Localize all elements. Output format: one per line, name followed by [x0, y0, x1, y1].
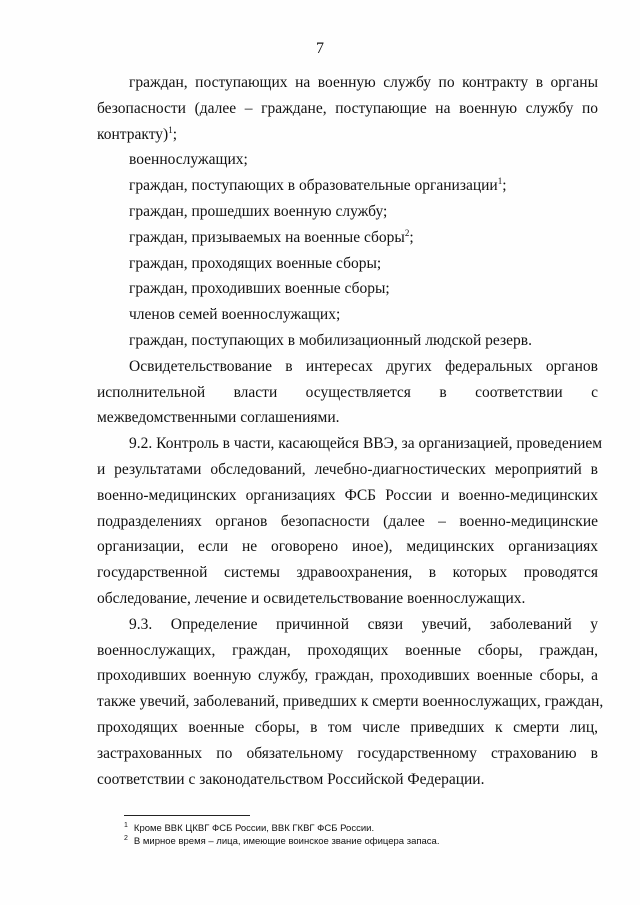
line-text: безопасности (далее – граждане, поступающие на военную службу по: [97, 99, 598, 117]
text-line: [97, 328, 598, 354]
footnote: [124, 822, 544, 835]
line-text: проходивших военную службу, граждан, проходивших военные сборы, а: [97, 667, 598, 685]
line-text: граждан, поступающих в образовательные организации: [129, 177, 498, 195]
text-line: [97, 173, 598, 199]
text-line: [97, 715, 598, 741]
line-text: проходящих военные сборы, в том числе приведших к смерти лиц,: [97, 718, 598, 736]
text-line: [97, 96, 598, 122]
line-text: контракту): [97, 125, 169, 143]
text-line: [97, 483, 598, 509]
line-text: военно-медицинских организациях ФСБ России и военно-медицинских: [97, 486, 598, 504]
line-text: Освидетельствование в интересах других федеральных органов: [129, 357, 598, 375]
text-line: [97, 689, 604, 715]
footnote-ref: 1: [168, 124, 173, 135]
line-text: граждан, прошедших военную службу;: [129, 202, 388, 220]
text-line: [97, 70, 598, 96]
line-text: граждан, поступающих на военную службу по контракту в органы: [129, 74, 598, 91]
text-line: [97, 663, 598, 689]
text-line: [97, 534, 598, 560]
text-line: [97, 509, 598, 535]
line-text: государственной системы здравоохранения, в которых проводятся: [97, 564, 598, 582]
line-text: граждан, проходящих военные сборы;: [129, 254, 382, 272]
page-number: 7: [316, 40, 324, 57]
footnote-mark: 1: [124, 822, 128, 829]
line-text: организации, если не оговорено иное), медицинских организациях: [97, 538, 598, 556]
footnote-text: В мирное время – лица, имеющие воинское звание офицера запаса.: [133, 836, 440, 847]
text-line: [97, 767, 598, 793]
text-line: [97, 251, 598, 277]
text-line: [97, 276, 598, 302]
text-line: [97, 586, 598, 612]
footnote: [124, 835, 544, 848]
line-tail: ;: [172, 125, 178, 143]
text-line: [97, 560, 598, 586]
text-line: [97, 612, 598, 638]
footnote-separator: [124, 815, 250, 816]
line-text: исполнительной власти осуществляется в соответствии с: [97, 383, 598, 401]
text-line: [97, 431, 603, 457]
line-text: застрахованных по обязательному государственному страхованию в: [97, 744, 598, 762]
line-tail: ;: [502, 177, 507, 195]
line-text: подразделениях органов безопасности (далее – военно-медицинские: [97, 512, 598, 530]
line-text: обследование, лечение и освидетельствование военнослужащих.: [97, 589, 526, 607]
text-line: [97, 199, 598, 225]
line-text: членов семей военнослужащих;: [129, 306, 341, 324]
line-text: военнослужащих, граждан, проходящих военные сборы, граждан,: [97, 641, 598, 659]
text-line: [97, 638, 598, 664]
text-line: [97, 302, 598, 328]
line-text: 9.3. Определение причинной связи увечий, заболеваний у: [129, 615, 598, 633]
line-text: граждан, поступающих в мобилизационный людской резерв.: [129, 331, 532, 349]
line-text: граждан, проходивших военные сборы;: [129, 280, 390, 298]
line-tail: ;: [409, 228, 414, 246]
document-body: [97, 70, 604, 792]
text-line: [97, 457, 598, 483]
line-text: 9.2. Контроль в части, касающейся ВВЭ, за организацией, проведением: [129, 435, 603, 453]
line-text: соответствии с законодательством Российской Федерации.: [97, 770, 485, 788]
line-text: и результатами обследований, лечебно-диагностических мероприятий в: [97, 460, 598, 478]
footnote-mark: 2: [124, 835, 128, 842]
footnotes: [124, 822, 544, 848]
text-line: [97, 122, 598, 148]
footnote-text: Кроме ВВК ЦКВГ ФСБ России, ВВК ГКВГ ФСБ России.: [133, 823, 375, 834]
text-line: [97, 741, 598, 767]
text-line: [97, 380, 598, 406]
line-text: также увечий, заболеваний, приведших к смерти военнослужащих, граждан,: [97, 693, 604, 711]
text-line: [97, 405, 598, 431]
text-line: [97, 354, 598, 380]
footnote-ref: 1: [497, 176, 503, 187]
line-text: граждан, призываемых на военные сборы: [129, 228, 405, 246]
line-text: межведомственными соглашениями.: [97, 409, 340, 427]
line-text: военнослужащих;: [129, 151, 248, 169]
footnote-ref: 2: [404, 227, 410, 238]
text-line: [97, 147, 598, 173]
text-line: [97, 225, 598, 251]
